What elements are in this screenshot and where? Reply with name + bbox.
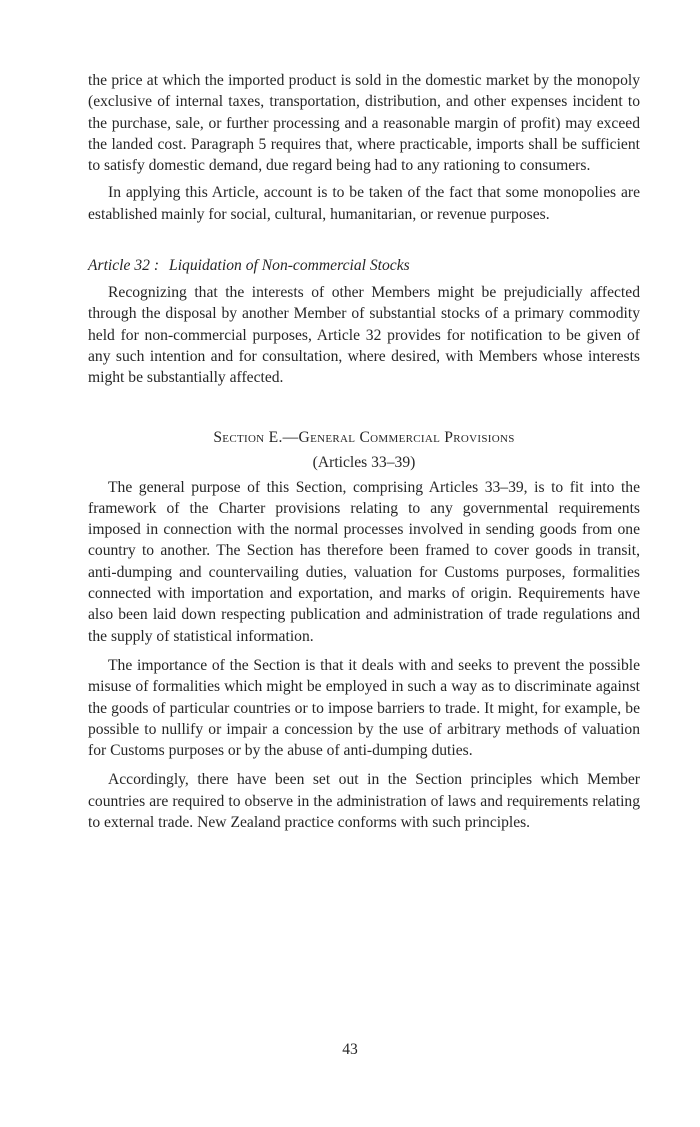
paragraph-section-principles: Accordingly, there have been set out in the Section principles which Member countries are required to observe in the administration of laws and requirements relating to external trade. New Zealand practice conforms with such principles. — [88, 771, 640, 832]
article-32-title: Liquidation of Non-commercial Stocks — [169, 257, 410, 275]
section-e-subheading: (Articles 33–39) — [312, 453, 416, 471]
page-body — [88, 70, 640, 833]
article-32-label: Article 32 : — [88, 257, 160, 275]
paragraph-section-importance: The importance of the Section is that it deals with and seeks to prevent the possible misuse of formalities which might be employed in such a way as to discriminate against the goods of particular countries or to impose barriers to trade. It might, for example, be possible to nullify or impair a concession by the use of arbitrary methods of valuation for Customs purposes or by the abuse of anti-dumping duties. — [88, 656, 640, 760]
paragraph-section-purpose: The general purpose of this Section, comprising Articles 33–39, is to fit into the framework of the Charter provisions relating to any governmental requirements imposed in connection with the normal processes involved in sending goods from one country to another. The Section has therefore been framed to cover goods in transit, anti-dumping and countervailing duties, valuation for Customs purposes, formalities connected with importation and exportation, and marks of origin. Requirements have also been laid down respecting publication and administration of trade regulations and the supply of statistical information. — [88, 478, 640, 645]
page-number: 43 — [342, 1041, 358, 1058]
section-e-heading: Section E.—General Commercial Provisions — [213, 428, 515, 446]
paragraph-applying-article: In applying this Article, account is to be taken of the fact that some monopolies are established mainly for social, cultural, humanitarian, or revenue purposes. — [88, 184, 640, 223]
paragraph-continued-monopoly: the price at which the imported product is sold in the domestic market by the monopoly (exclusive of internal taxes, transportation, distribution, and other expenses incident to the purchase, sale, or further processing and a reasonable margin of profit) may exceed the landed cost. Paragraph 5 requires that, where practicable, imports shall be sufficient to satisfy domestic demand, due regard being had to any rationing to consumers. — [88, 72, 640, 175]
article-32-heading — [88, 255, 640, 276]
paragraph-article-32: Recognizing that the interests of other Members might be prejudicially affected through the disposal by another Member of substantial stocks of a primary commodity held for non-commercial purposes, Article 32 provides for notification to be given of any such intention and for consultation, where desired, with Members whose interests might be substantially affected. — [88, 284, 640, 387]
